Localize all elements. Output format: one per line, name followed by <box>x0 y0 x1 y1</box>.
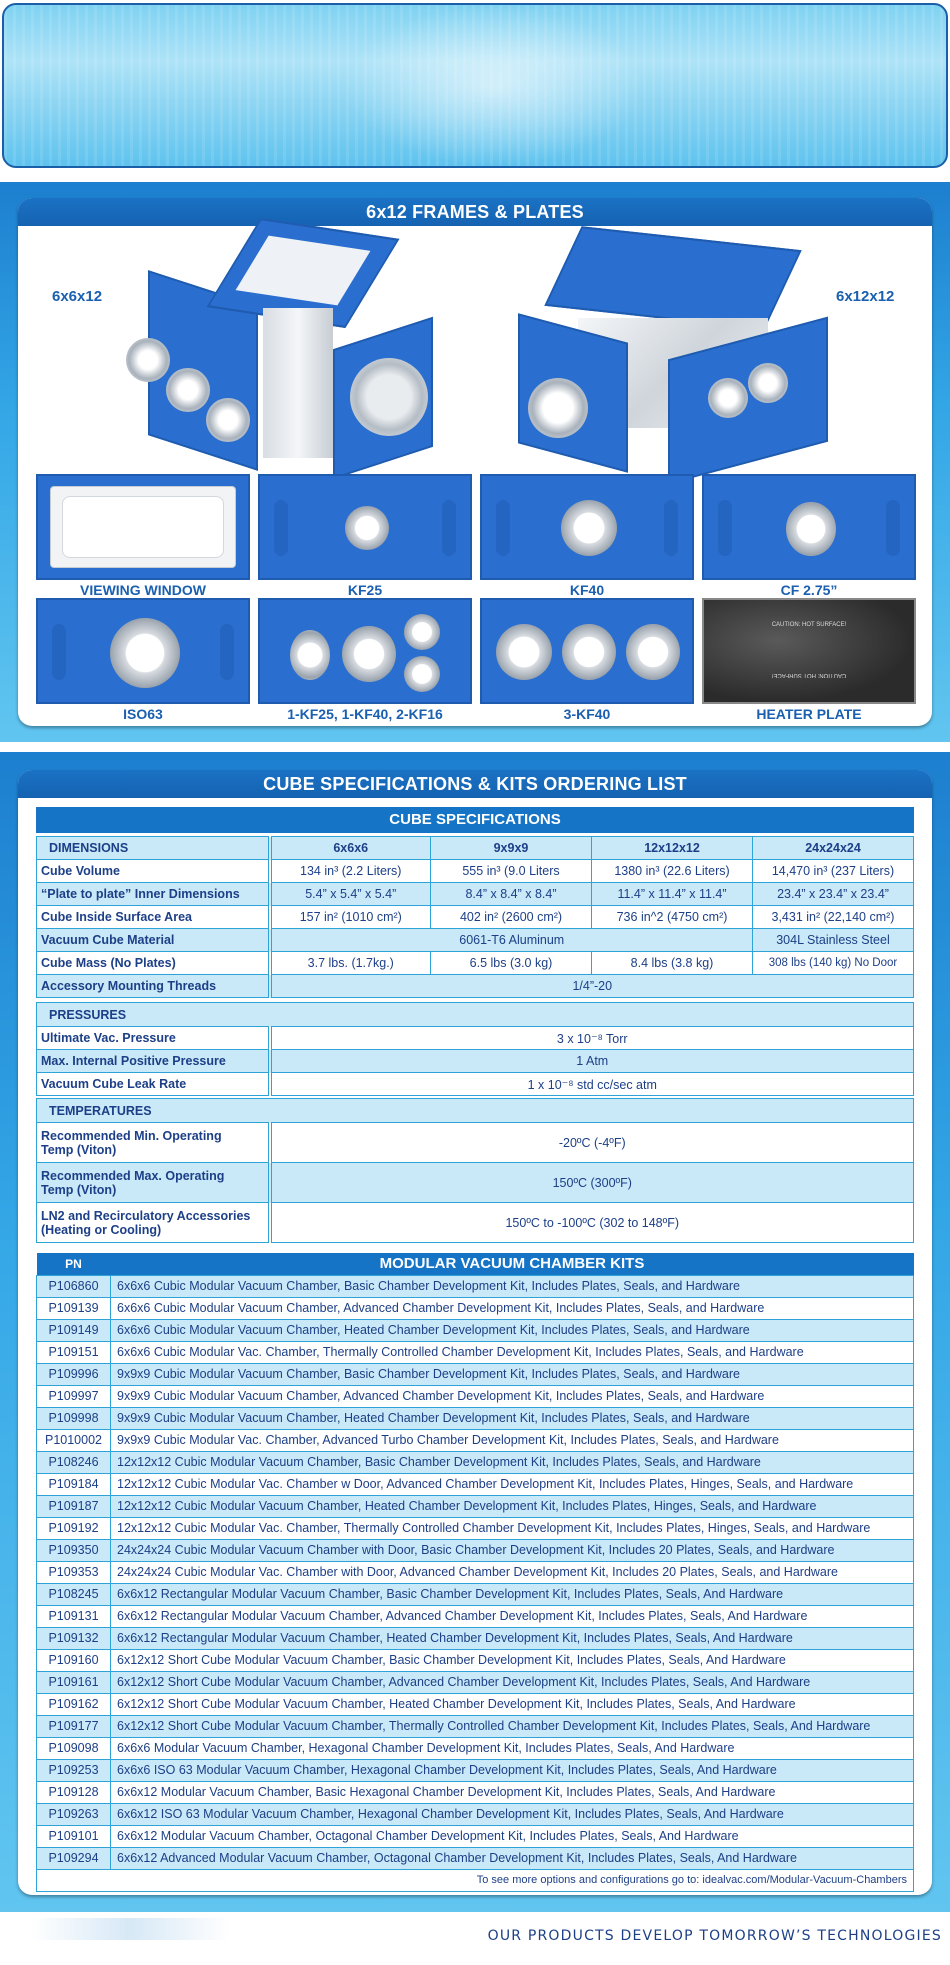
plate-kf25 <box>258 474 472 580</box>
plate-caption: HEATER PLATE <box>756 706 862 722</box>
table-row <box>37 1825 914 1847</box>
row-label: “Plate to plate” Inner Dimensions <box>37 883 270 906</box>
chamber-6x6x12-image <box>88 228 448 478</box>
cell: 3.7 lbs. (1.7kg.) <box>270 952 431 975</box>
kit-description: 6x6x6 Cubic Modular Vac. Chamber, Thermally Controlled Chamber Development Kit, Includes Plates, Seals, and Hardware <box>111 1341 914 1363</box>
heater-warning-text: CAUTION: HOT SURFACE! <box>771 622 847 628</box>
table-row <box>37 1163 914 1203</box>
table-row <box>37 1605 914 1627</box>
cell: 6.5 lbs (3.0 kg) <box>431 952 592 975</box>
heater-warning-text-inverted: CAUTION: HOT SURFACE! <box>771 672 847 678</box>
kit-description: 6x6x6 Cubic Modular Vacuum Chamber, Basic Chamber Development Kit, Includes Plates, Seals, and Hardware <box>111 1275 914 1297</box>
table-row <box>37 975 914 998</box>
cell: 736 in^2 (4750 cm²) <box>592 906 753 929</box>
kit-description: 24x24x24 Cubic Modular Vac. Chamber with Door, Advanced Chamber Development Kit, Includes 20 Plates, Seals, and Hardware <box>111 1561 914 1583</box>
kit-description: 6x6x12 Rectangular Modular Vacuum Chamber, Heated Chamber Development Kit, Includes Plates, Seals, And Hardware <box>111 1627 914 1649</box>
row-label: Cube Inside Surface Area <box>37 906 270 929</box>
row-label: Cube Volume <box>37 860 270 883</box>
cell: 157 in² (1010 cm²) <box>270 906 431 929</box>
table-row <box>37 1297 914 1319</box>
row-label: Recommended Min. Operating Temp (Viton) <box>37 1123 270 1163</box>
table-row <box>37 1627 914 1649</box>
cell: 3,431 in² (22,140 cm²) <box>753 906 914 929</box>
footnote-link[interactable]: To see more options and configurations go to: idealvac.com/Modular-Vacuum-Chambers <box>37 1869 914 1891</box>
footer-logo-blur <box>30 1918 230 1940</box>
plate-caption: 1-KF25, 1-KF40, 2-KF16 <box>287 706 443 722</box>
dimensions-header: DIMENSIONS <box>37 837 270 860</box>
table-row <box>37 1319 914 1341</box>
kit-description: 9x9x9 Cubic Modular Vacuum Chamber, Advanced Chamber Development Kit, Includes Plates, Seals, and Hardware <box>111 1385 914 1407</box>
temperatures-header: TEMPERATURES <box>37 1099 914 1123</box>
cell: 11.4” x 11.4” x 11.4” <box>592 883 753 906</box>
kits-title: MODULAR VACUUM CHAMBER KITS <box>111 1253 914 1275</box>
cell: 150ºC (300ºF) <box>270 1163 914 1203</box>
table-row <box>37 883 914 906</box>
table-row <box>37 1385 914 1407</box>
kit-description: 6x6x12 Rectangular Modular Vacuum Chamber, Basic Chamber Development Kit, Includes Plates, Seals, And Hardware <box>111 1583 914 1605</box>
table-row <box>37 1473 914 1495</box>
table-row <box>37 1759 914 1781</box>
part-number: P109161 <box>37 1671 111 1693</box>
plate-caption: 3-KF40 <box>563 706 611 722</box>
table-row <box>37 1539 914 1561</box>
kits-table <box>36 1253 914 1892</box>
table-row <box>37 1363 914 1385</box>
plate-caption: ISO63 <box>123 706 163 722</box>
kit-description: 9x9x9 Cubic Modular Vacuum Chamber, Heated Chamber Development Kit, Includes Plates, Seals, and Hardware <box>111 1407 914 1429</box>
kit-description: 6x12x12 Short Cube Modular Vacuum Chamber, Thermally Controlled Chamber Development Kit, Includes Plates, Seals, And Hardware <box>111 1715 914 1737</box>
part-number: P109131 <box>37 1605 111 1627</box>
part-number: P109132 <box>37 1627 111 1649</box>
part-number: P106860 <box>37 1275 111 1297</box>
column-header: 6x6x6 <box>270 837 431 860</box>
specs-title: CUBE SPECIFICATIONS & KITS ORDERING LIST <box>18 770 932 798</box>
part-number: P109997 <box>37 1385 111 1407</box>
cell: 8.4” x 8.4” x 8.4” <box>431 883 592 906</box>
row-label: Cube Mass (No Plates) <box>37 952 270 975</box>
kit-description: 6x12x12 Short Cube Modular Vacuum Chamber, Basic Chamber Development Kit, Includes Plates, Seals, And Hardware <box>111 1649 914 1671</box>
part-number: P109128 <box>37 1781 111 1803</box>
table-row <box>37 1649 914 1671</box>
row-label: Recommended Max. Operating Temp (Viton) <box>37 1163 270 1203</box>
kit-description: 12x12x12 Cubic Modular Vac. Chamber, Thermally Controlled Chamber Development Kit, Includes Plates, Hinges, Seals, and Hardware <box>111 1517 914 1539</box>
table-row <box>37 906 914 929</box>
part-number: P109350 <box>37 1539 111 1561</box>
plate-kf40 <box>480 474 694 580</box>
part-number: P109998 <box>37 1407 111 1429</box>
kit-description: 6x6x12 Advanced Modular Vacuum Chamber, Octagonal Chamber Development Kit, Includes Plates, Seals, And Hardware <box>111 1847 914 1869</box>
pressures-table <box>36 1002 914 1096</box>
part-number: P108245 <box>37 1583 111 1605</box>
kit-description: 6x6x12 Modular Vacuum Chamber, Basic Hexagonal Chamber Development Kit, Includes Plates, Seals, And Hardware <box>111 1781 914 1803</box>
kit-description: 6x6x12 Modular Vacuum Chamber, Octagonal Chamber Development Kit, Includes Plates, Seals, And Hardware <box>111 1825 914 1847</box>
part-number: P109192 <box>37 1517 111 1539</box>
pressures-header: PRESSURES <box>37 1003 914 1027</box>
part-number: P109160 <box>37 1649 111 1671</box>
plate-iso63 <box>36 598 250 704</box>
cell: 1 x 10⁻⁸ std cc/sec atm <box>270 1073 914 1096</box>
part-number: P109294 <box>37 1847 111 1869</box>
hero-banner <box>2 3 948 168</box>
kit-description: 6x6x6 Cubic Modular Vacuum Chamber, Advanced Chamber Development Kit, Includes Plates, Seals, and Hardware <box>111 1297 914 1319</box>
cell: 402 in² (2600 cm²) <box>431 906 592 929</box>
temperatures-table <box>36 1098 914 1243</box>
kit-description: 6x6x6 ISO 63 Modular Vacuum Chamber, Hexagonal Chamber Development Kit, Includes Plates, Seals, And Hardware <box>111 1759 914 1781</box>
chamber-6x12x12-label: 6x12x12 <box>836 288 895 305</box>
cell: 134 in³ (2.2 Liters) <box>270 860 431 883</box>
table-row <box>37 1561 914 1583</box>
kit-description: 6x6x6 Cubic Modular Vacuum Chamber, Heated Chamber Development Kit, Includes Plates, Seals, and Hardware <box>111 1319 914 1341</box>
pn-header: PN <box>37 1253 111 1275</box>
table-row <box>37 1099 914 1123</box>
table-row <box>37 1583 914 1605</box>
table-row <box>37 1027 914 1050</box>
part-number: P109353 <box>37 1561 111 1583</box>
kit-description: 12x12x12 Cubic Modular Vacuum Chamber, Basic Chamber Development Kit, Includes Plates, Seals, and Hardware <box>111 1451 914 1473</box>
cube-specs-header: CUBE SPECIFICATIONS <box>36 807 914 833</box>
plate-cf275 <box>702 474 916 580</box>
table-row <box>37 860 914 883</box>
plate-caption: KF25 <box>347 582 383 598</box>
part-number: P109101 <box>37 1825 111 1847</box>
cell: -20ºC (-4ºF) <box>270 1123 914 1163</box>
table-row <box>37 1693 914 1715</box>
part-number: P108246 <box>37 1451 111 1473</box>
dimensions-table <box>36 836 914 998</box>
table-row <box>37 1781 914 1803</box>
part-number: P1010002 <box>37 1429 111 1451</box>
cell: 1/4”-20 <box>270 975 914 998</box>
plate-multi-kf <box>258 598 472 704</box>
cell: 555 in³ (9.0 Liters <box>431 860 592 883</box>
table-row <box>37 1847 914 1869</box>
footnote-row <box>37 1869 914 1891</box>
row-label: Vacuum Cube Leak Rate <box>37 1073 270 1096</box>
footer-tagline: OUR PRODUCTS DEVELOP TOMORROW’S TECHNOLOGIES <box>487 1928 942 1944</box>
table-row <box>37 1123 914 1163</box>
table-row <box>37 1203 914 1243</box>
part-number: P109263 <box>37 1803 111 1825</box>
table-row <box>37 952 914 975</box>
cell: 1380 in³ (22.6 Liters) <box>592 860 753 883</box>
table-row <box>37 1407 914 1429</box>
kit-description: 24x24x24 Cubic Modular Vacuum Chamber with Door, Basic Chamber Development Kit, Includes 20 Plates, Seals, and Hardware <box>111 1539 914 1561</box>
kits-header-row <box>37 1253 914 1275</box>
kit-description: 6x6x12 ISO 63 Modular Vacuum Chamber, Hexagonal Chamber Development Kit, Includes Plates, Seals, And Hardware <box>111 1803 914 1825</box>
table-row <box>37 1451 914 1473</box>
column-header: 12x12x12 <box>592 837 753 860</box>
part-number: P109139 <box>37 1297 111 1319</box>
table-row <box>37 1073 914 1096</box>
part-number: P109187 <box>37 1495 111 1517</box>
plate-3-kf40 <box>480 598 694 704</box>
row-label: Accessory Mounting Threads <box>37 975 270 998</box>
plate-caption: CF 2.75” <box>780 582 838 598</box>
part-number: P109162 <box>37 1693 111 1715</box>
table-row <box>37 929 914 952</box>
cell: 8.4 lbs (3.8 kg) <box>592 952 753 975</box>
kit-description: 9x9x9 Cubic Modular Vacuum Chamber, Basic Chamber Development Kit, Includes Plates, Seals, and Hardware <box>111 1363 914 1385</box>
table-row <box>37 837 914 860</box>
kit-description: 6x12x12 Short Cube Modular Vacuum Chamber, Heated Chamber Development Kit, Includes Plates, Seals, And Hardware <box>111 1693 914 1715</box>
table-row <box>37 1671 914 1693</box>
cell: 5.4” x 5.4” x 5.4” <box>270 883 431 906</box>
chamber-6x12x12-image <box>498 228 858 478</box>
row-label: Vacuum Cube Material <box>37 929 270 952</box>
cell: 6061-T6 Aluminum <box>270 929 753 952</box>
table-row <box>37 1737 914 1759</box>
table-row <box>37 1517 914 1539</box>
part-number: P109151 <box>37 1341 111 1363</box>
cell: 308 lbs (140 kg) No Door <box>753 952 914 975</box>
plate-viewing-window <box>36 474 250 580</box>
part-number: P109253 <box>37 1759 111 1781</box>
cell: 14,470 in³ (237 Liters) <box>753 860 914 883</box>
cell: 1 Atm <box>270 1050 914 1073</box>
row-label: LN2 and Recirculatory Accessories (Heating or Cooling) <box>37 1203 270 1243</box>
cell: 23.4” x 23.4” x 23.4” <box>753 883 914 906</box>
part-number: P109184 <box>37 1473 111 1495</box>
kit-description: 12x12x12 Cubic Modular Vacuum Chamber, Heated Chamber Development Kit, Includes Plates, Hinges, Seals, and Hardware <box>111 1495 914 1517</box>
part-number: P109996 <box>37 1363 111 1385</box>
column-header: 24x24x24 <box>753 837 914 860</box>
table-row <box>37 1715 914 1737</box>
part-number: P109098 <box>37 1737 111 1759</box>
kit-description: 6x6x12 Rectangular Modular Vacuum Chamber, Advanced Chamber Development Kit, Includes Plates, Seals, And Hardware <box>111 1605 914 1627</box>
table-row <box>37 1803 914 1825</box>
kit-description: 9x9x9 Cubic Modular Vac. Chamber, Advanced Turbo Chamber Development Kit, Includes Plates, Seals, and Hardware <box>111 1429 914 1451</box>
row-label: Max. Internal Positive Pressure <box>37 1050 270 1073</box>
frames-title: 6x12 FRAMES & PLATES <box>18 198 932 226</box>
row-label: Ultimate Vac. Pressure <box>37 1027 270 1050</box>
table-row <box>37 1429 914 1451</box>
frames-panel <box>18 198 932 726</box>
table-row <box>37 1003 914 1027</box>
kit-description: 6x6x6 Modular Vacuum Chamber, Hexagonal Chamber Development Kit, Includes Plates, Seals, And Hardware <box>111 1737 914 1759</box>
cell: 150ºC to -100ºC (302 to 148ºF) <box>270 1203 914 1243</box>
column-header: 9x9x9 <box>431 837 592 860</box>
chamber-6x6x12-label: 6x6x12 <box>52 288 103 305</box>
table-row <box>37 1341 914 1363</box>
kit-description: 6x12x12 Short Cube Modular Vacuum Chamber, Advanced Chamber Development Kit, Includes Plates, Seals, And Hardware <box>111 1671 914 1693</box>
cell: 304L Stainless Steel <box>753 929 914 952</box>
cell: 3 x 10⁻⁸ Torr <box>270 1027 914 1050</box>
plate-caption: KF40 <box>569 582 605 598</box>
plate-caption: VIEWING WINDOW <box>80 582 206 598</box>
plate-heater <box>702 598 916 704</box>
table-row <box>37 1275 914 1297</box>
table-row <box>37 1050 914 1073</box>
part-number: P109149 <box>37 1319 111 1341</box>
part-number: P109177 <box>37 1715 111 1737</box>
kit-description: 12x12x12 Cubic Modular Vac. Chamber w Door, Advanced Chamber Development Kit, Includes Plates, Hinges, Seals, and Hardware <box>111 1473 914 1495</box>
table-row <box>37 1495 914 1517</box>
